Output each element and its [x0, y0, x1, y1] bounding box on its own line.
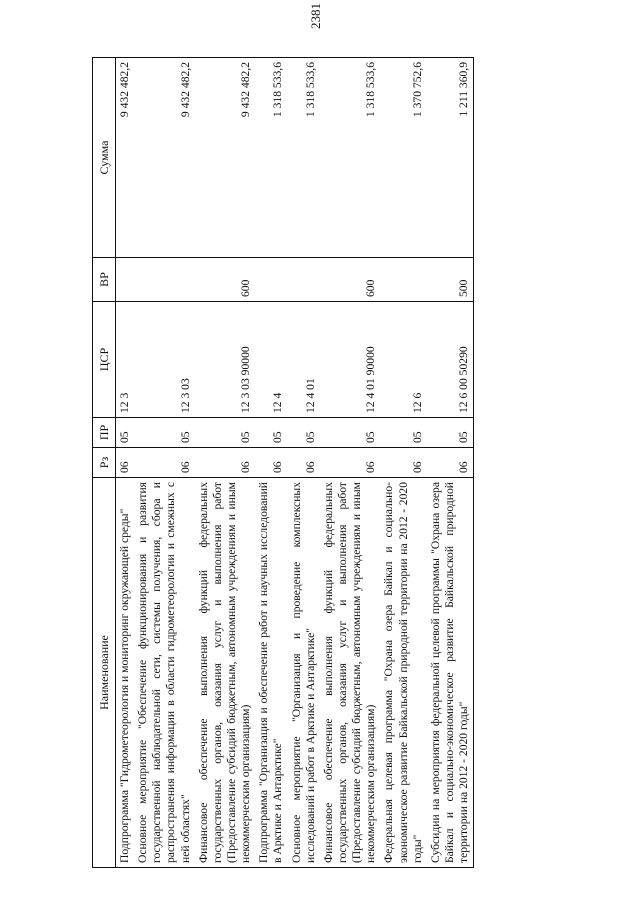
table-row: [255, 58, 287, 868]
row-csr: 12 6 00 50290: [427, 302, 474, 418]
header-rz: Рз: [93, 448, 116, 478]
budget-table: [92, 57, 474, 868]
table-row: [320, 58, 381, 868]
row-name: Субсидии на мероприятия федеральной целевой программы "Охрана озера Байкал и социально-экономическое развитие Байкальской природной территории на 2012 - 2020 годы": [427, 478, 474, 868]
row-sum: 1 370 752,6: [380, 58, 426, 258]
row-name: Подпрограмма "Организация и обеспечение работ и научных исследований в Арктике и Антарктике": [255, 478, 287, 868]
row-vr: [380, 258, 426, 302]
table-row: [288, 58, 320, 868]
row-sum: 1 211 360,9: [427, 58, 474, 258]
row-sum: 1 318 533,6: [288, 58, 320, 258]
table-row: [116, 58, 135, 868]
header-vr: ВР: [93, 258, 116, 302]
row-pr: 05: [195, 418, 256, 448]
row-name: Основное мероприятие "Обеспечение функционирования и развития государственной наблюдательной сети, системы получения, сбора и распространения информации в области гидрометеорологии и смежных с ней областях": [134, 478, 195, 868]
row-rz: 06: [116, 448, 135, 478]
row-name: Финансовое обеспечение выполнения функций федеральных государственных органов, оказания услуг и выполнения работ (Предоставление субсидий бюджетным, автономным учреждениям и иным некоммерческим организациям): [195, 478, 256, 868]
row-pr: 05: [134, 418, 195, 448]
row-vr: 500: [427, 258, 474, 302]
row-rz: 06: [320, 448, 381, 478]
table-row: [427, 58, 474, 868]
table-row: [380, 58, 426, 868]
header-name: Наименование: [93, 478, 116, 868]
row-name: Основное мероприятие "Организация и проведение комплексных исследований и работ в Арктике и Антарктике": [288, 478, 320, 868]
row-csr: 12 4 01: [288, 302, 320, 418]
rotated-table-container: [92, 58, 597, 868]
table-row: [195, 58, 256, 868]
row-csr: 12 4: [255, 302, 287, 418]
row-name: Федеральная целевая программа "Охрана озера Байкал и социально-экономическое развитие Байкальской природной территории на 2012 - 2020 годы": [380, 478, 426, 868]
row-pr: 05: [320, 418, 381, 448]
row-vr: 600: [320, 258, 381, 302]
row-sum: 1 318 533,6: [255, 58, 287, 258]
header-csr: ЦСР: [93, 302, 116, 418]
row-pr: 05: [380, 418, 426, 448]
row-rz: 06: [255, 448, 287, 478]
row-vr: [255, 258, 287, 302]
table-header-row: [93, 58, 116, 868]
page-number: [286, 3, 346, 29]
row-rz: 06: [134, 448, 195, 478]
row-vr: 600: [195, 258, 256, 302]
row-csr: 12 6: [380, 302, 426, 418]
row-rz: 06: [195, 448, 256, 478]
header-sum: Сумма: [93, 58, 116, 258]
row-csr: 12 3: [116, 302, 135, 418]
row-pr: 05: [427, 418, 474, 448]
row-vr: [288, 258, 320, 302]
row-vr: [116, 258, 135, 302]
row-pr: 05: [288, 418, 320, 448]
table-row: [134, 58, 195, 868]
row-name: Финансовое обеспечение выполнения функций федеральных государственных органов, оказания услуг и выполнения работ (Предоставление субсидий бюджетным, автономным учреждениям и иным некоммерческим организациям): [320, 478, 381, 868]
row-rz: 06: [380, 448, 426, 478]
row-rz: 06: [288, 448, 320, 478]
row-sum: 9 432 482,2: [195, 58, 256, 258]
row-name: Подпрограмма "Гидрометеорология и мониторинг окружающей среды": [116, 478, 135, 868]
row-pr: 05: [255, 418, 287, 448]
row-sum: 9 432 482,2: [116, 58, 135, 258]
row-rz: 06: [427, 448, 474, 478]
page-number-text: 2381: [308, 3, 323, 29]
row-sum: 1 318 533,6: [320, 58, 381, 258]
row-csr: 12 3 03 90000: [195, 302, 256, 418]
row-csr: 12 4 01 90000: [320, 302, 381, 418]
row-csr: 12 3 03: [134, 302, 195, 418]
row-vr: [134, 258, 195, 302]
header-pr: ПР: [93, 418, 116, 448]
row-sum: 9 432 482,2: [134, 58, 195, 258]
row-pr: 05: [116, 418, 135, 448]
